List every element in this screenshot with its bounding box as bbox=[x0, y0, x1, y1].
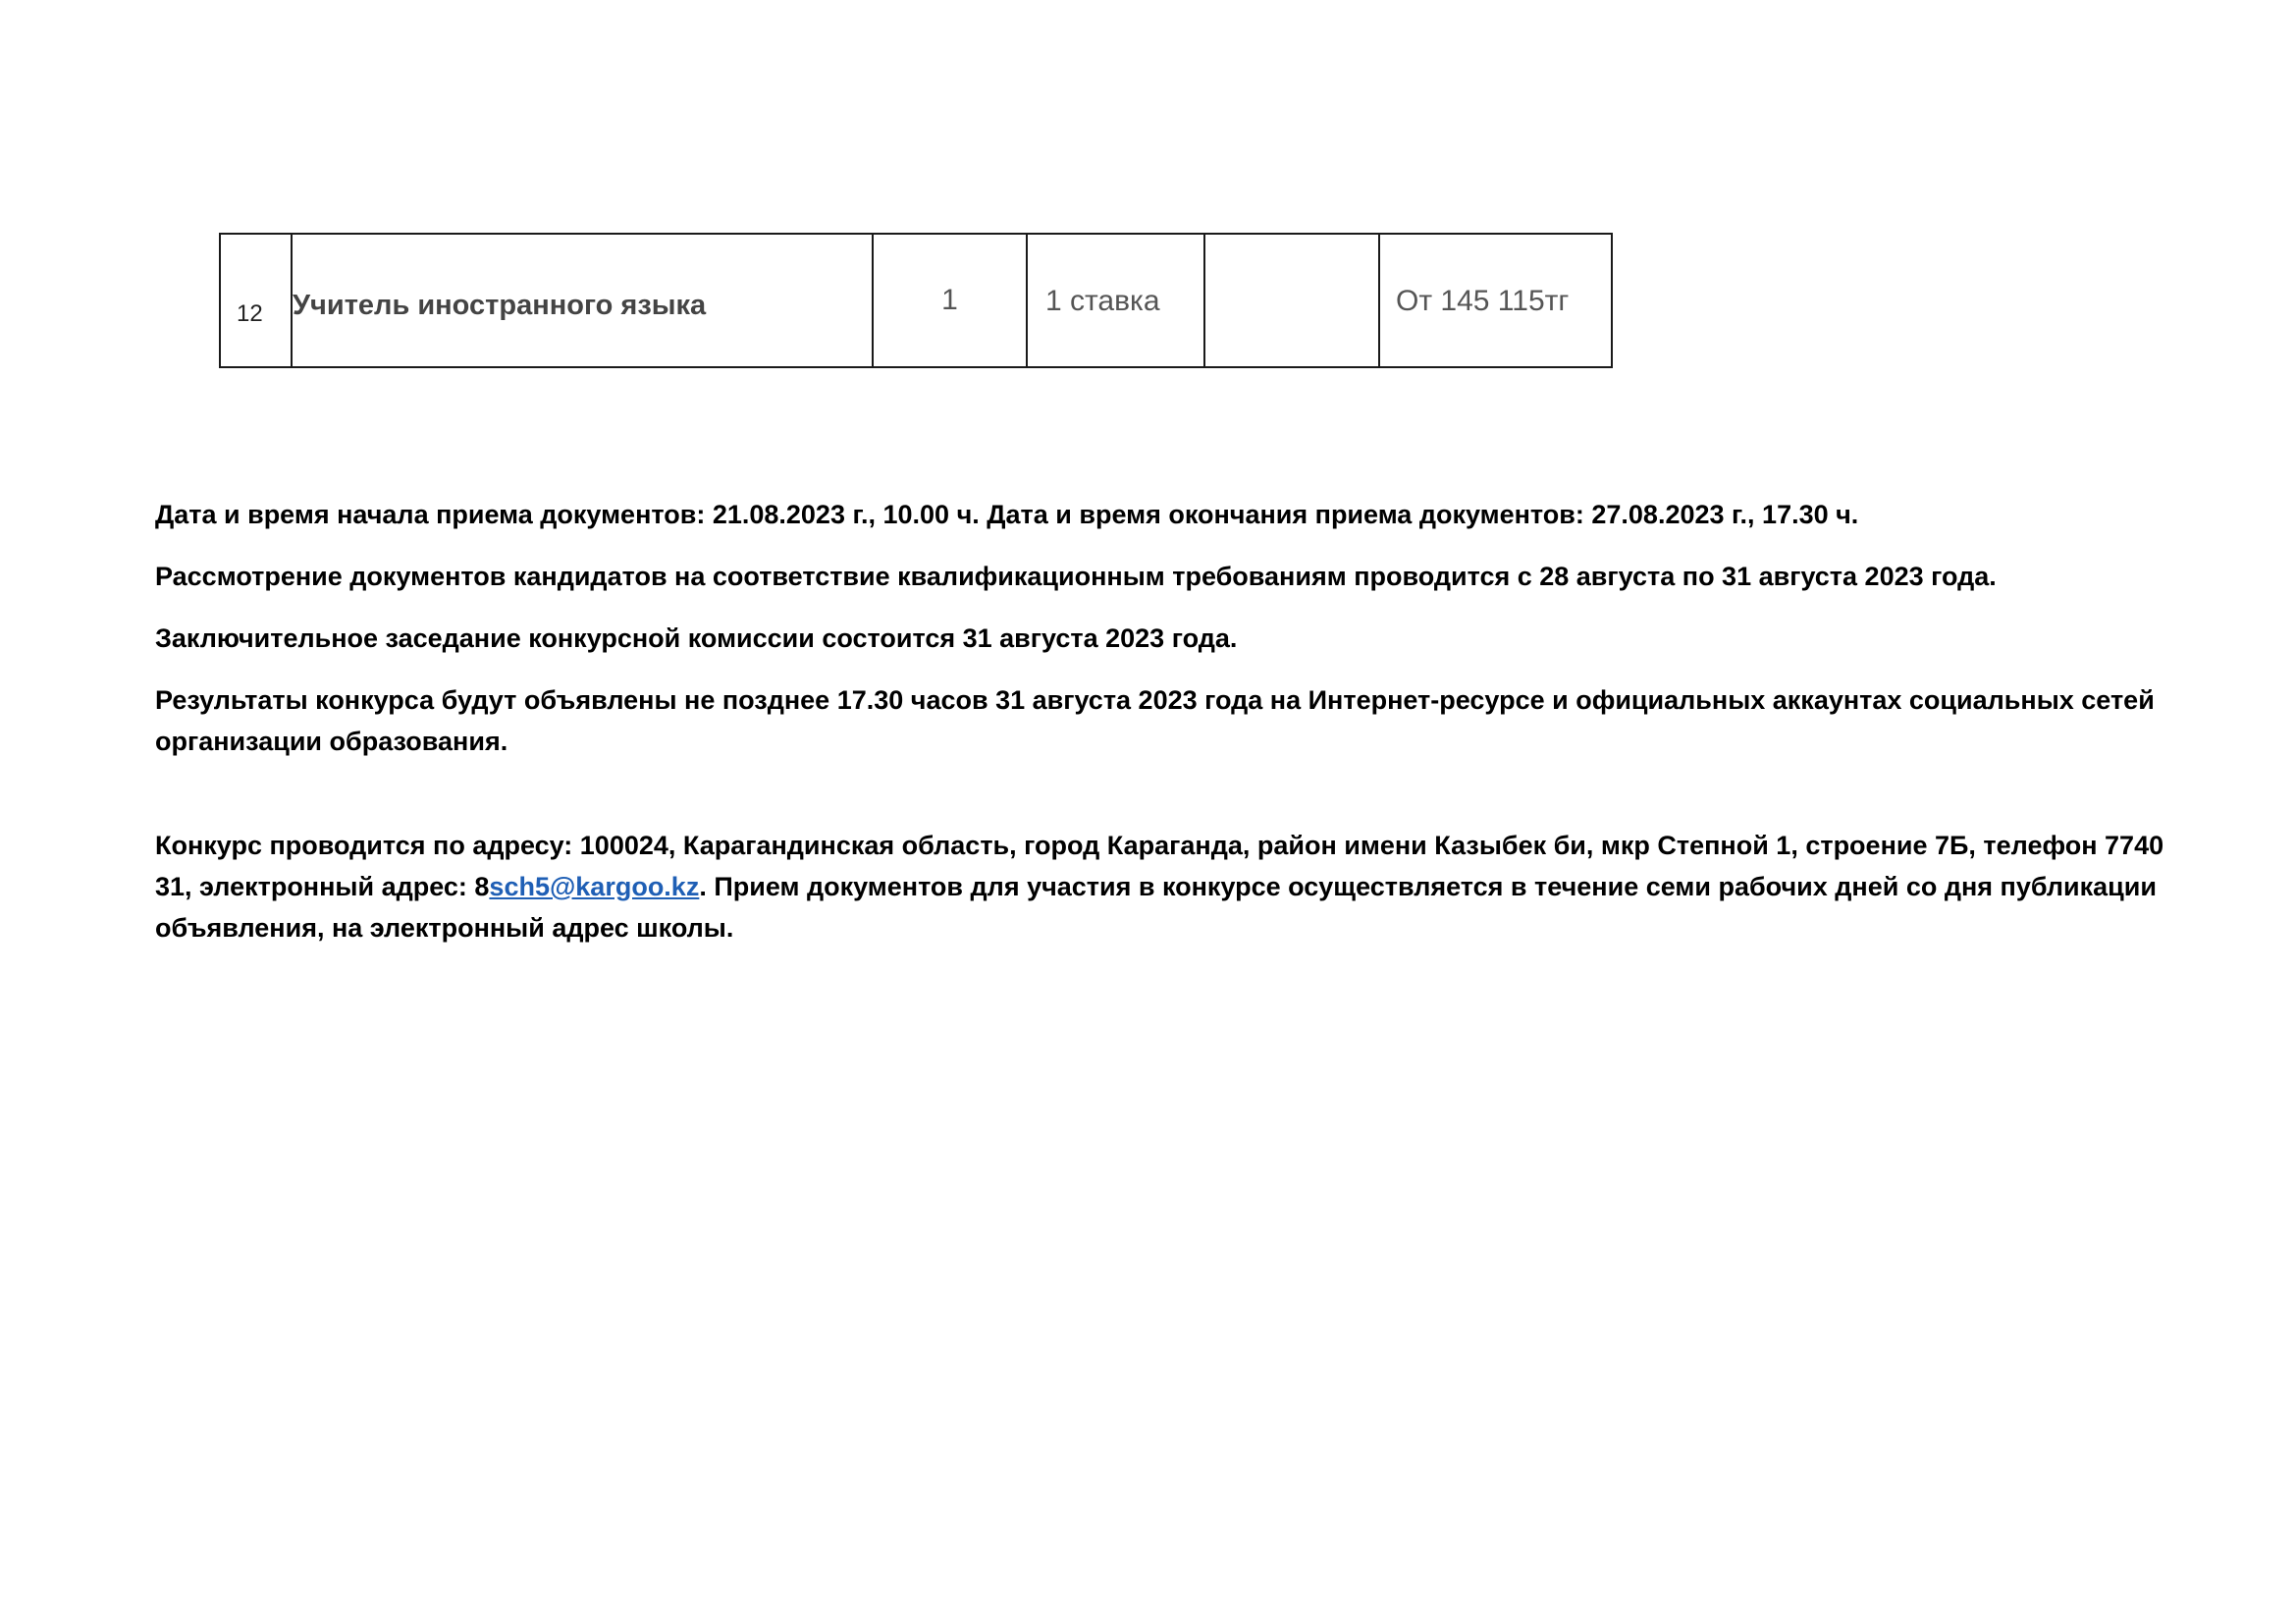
email-link[interactable]: sch5@kargoo.kz bbox=[489, 872, 700, 901]
results-paragraph: Результаты конкурса будут объявлены не позднее 17.30 часов 31 августа 2023 года на Интернет-ресурсе и официальных аккаунтах социальных сетей организации образования. bbox=[155, 685, 2155, 756]
meeting-paragraph: Заключительное заседание конкурсной комиссии состоится 31 августа 2023 года. bbox=[155, 623, 1238, 653]
review-paragraph: Рассмотрение документов кандидатов на соответствие квалификационным требованиям проводится с 28 августа по 31 августа 2023 года. bbox=[155, 562, 1997, 591]
salary-cell: От 145 115тг bbox=[1379, 234, 1612, 367]
table-row bbox=[220, 234, 1612, 367]
address-text-end: . Прием документов для участия в конкурсе осуществляется в течение семи рабочих дней со дня публикации объявления, на электронный адрес школы. bbox=[155, 872, 2157, 943]
rate-cell: 1 ставка bbox=[1027, 234, 1204, 367]
count-cell: 1 bbox=[873, 234, 1027, 367]
address-paragraph bbox=[155, 825, 2177, 948]
address-text: Конкурс проводится по адресу: 100024, Карагандинская область, город Караганда, район имени Казыбек би, мкр Степной 1, строение 7Б, телефон 7740 31, электронный адрес: 8 bbox=[155, 831, 2164, 901]
announcement-text bbox=[155, 494, 2177, 969]
empty-cell bbox=[1204, 234, 1379, 367]
dates-paragraph: Дата и время начала приема документов: 21.08.2023 г., 10.00 ч. Дата и время окончания приема документов: 27.08.2023 г., 17.30 ч. bbox=[155, 500, 1859, 529]
position-cell: Учитель иностранного языка bbox=[292, 234, 873, 367]
vacancy-table bbox=[219, 233, 1613, 368]
row-number-cell: 12 bbox=[220, 234, 292, 367]
